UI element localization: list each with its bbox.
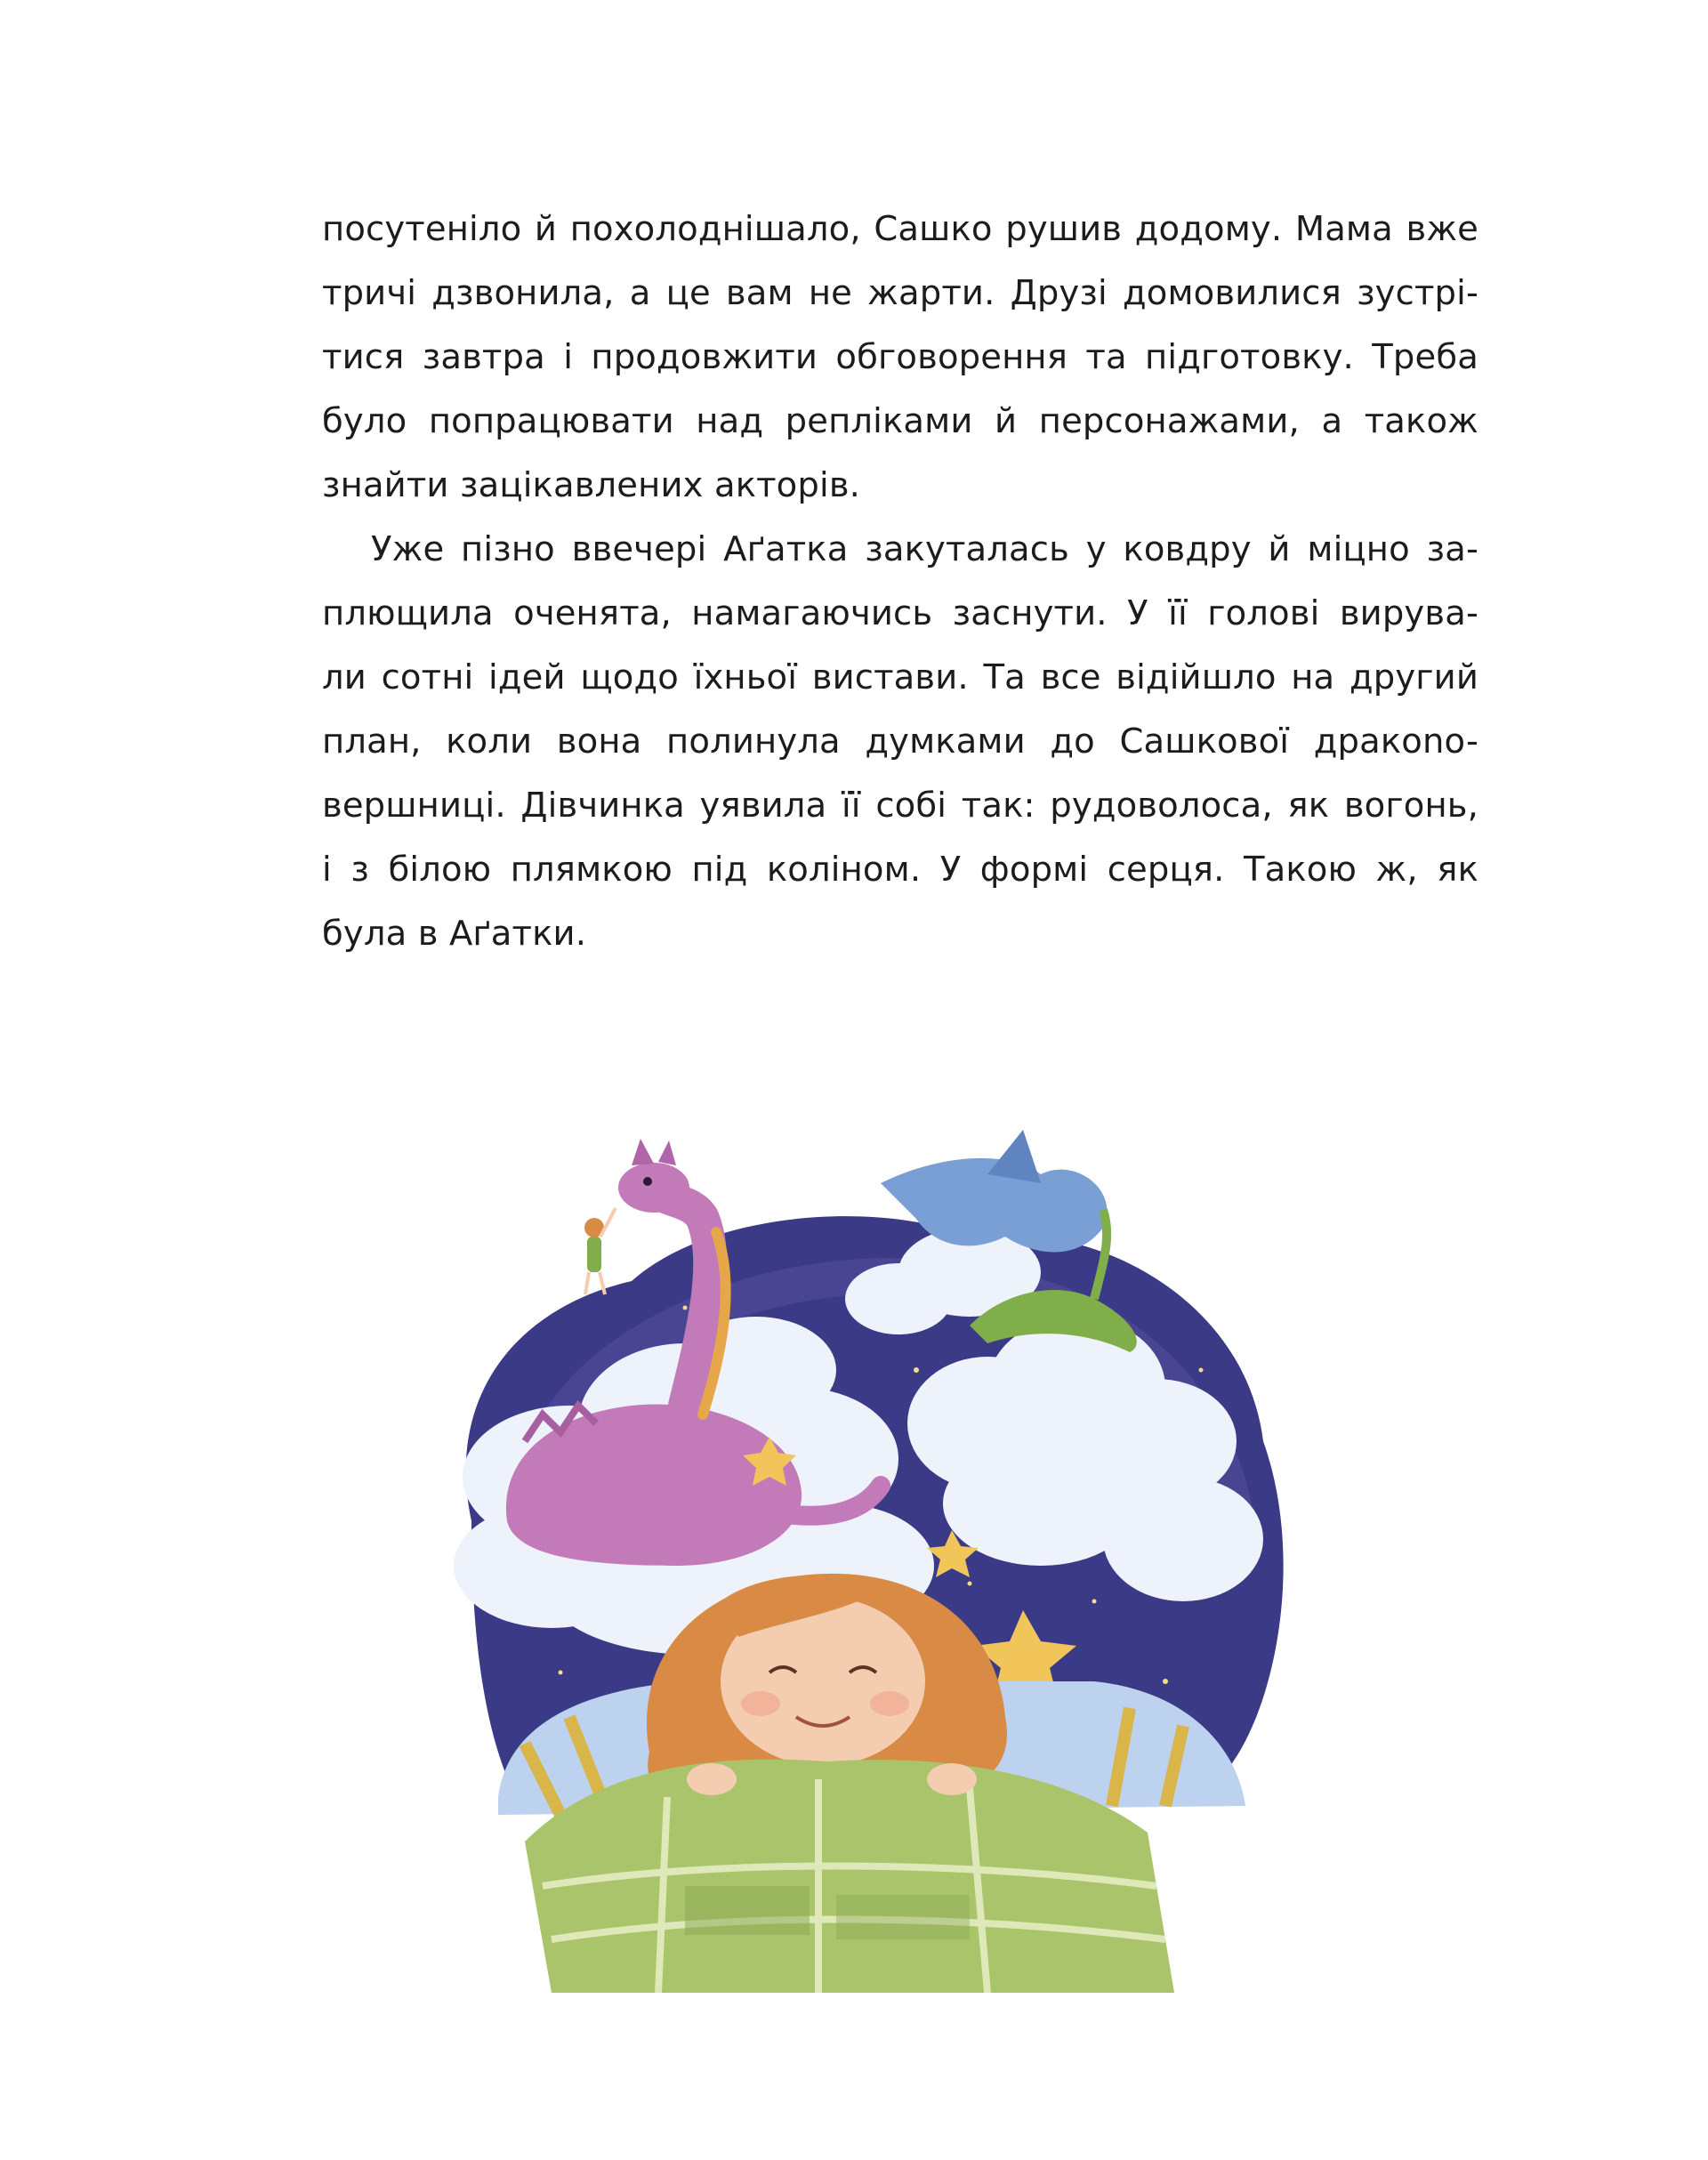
text-line: ли сотні ідей щодо їхньої вистави. Та все відійшло на другий xyxy=(322,657,1478,697)
text-line: вершниці. Дівчинка уявила її собі так: рудоволоса, як вогонь, xyxy=(322,786,1478,826)
text-line: плющила оченята, намагаючись заснути. У її голові вирува- xyxy=(322,593,1478,633)
text-line: тися завтра і продовжити обговорення та підготовку. Треба xyxy=(322,337,1478,377)
blanket xyxy=(525,1760,1174,1993)
text-line: була в Аґатки. xyxy=(322,914,587,954)
text-line: і з білою плямкою під коліном. У формі серця. Такою ж, як xyxy=(322,850,1478,890)
text-line: Уже пізно ввечері Аґатка закуталась у ковдру й міцно за- xyxy=(371,529,1478,569)
text-line: план, коли вона полинула думками до Сашкової дракono- xyxy=(322,721,1478,762)
text-line: знайти зацікавлених акторів. xyxy=(322,465,861,505)
text-line: посутеніло й похолоднішало, Сашко рушив додому. Мама вже xyxy=(322,209,1478,249)
dragon-rider xyxy=(584,1208,616,1294)
text-line: було попрацювати над репліками й персонажами, а також xyxy=(322,401,1478,441)
bedtime-illustration xyxy=(418,1103,1308,2002)
text-line: тричі дзвонила, а це вам не жарти. Друзі домовилися зустрі- xyxy=(322,273,1478,313)
